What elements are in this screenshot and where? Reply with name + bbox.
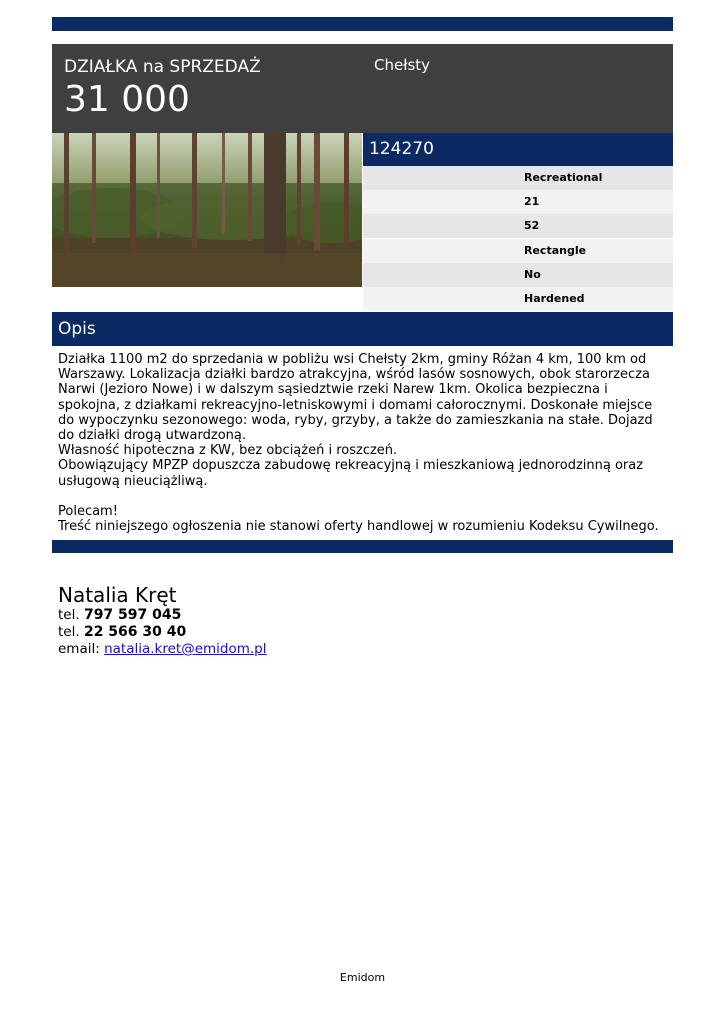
property-value: Hardened bbox=[524, 292, 585, 305]
listing-price: 31 000 bbox=[64, 79, 190, 120]
listing-id: 124270 bbox=[363, 133, 673, 166]
top-accent-bar bbox=[52, 17, 673, 31]
phone-line-1 bbox=[58, 607, 267, 624]
bottom-accent-bar bbox=[52, 540, 673, 553]
property-value: Recreational bbox=[524, 171, 603, 184]
property-row bbox=[363, 166, 673, 190]
description-heading: Opis bbox=[52, 312, 673, 346]
footer-company: Emidom bbox=[339, 971, 386, 984]
listing-header bbox=[52, 44, 673, 133]
tel-label: tel. bbox=[58, 624, 80, 640]
property-row bbox=[363, 190, 673, 214]
phone-number[interactable]: 22 566 30 40 bbox=[83, 624, 187, 640]
listing-type: DZIAŁKA na SPRZEDAŻ bbox=[64, 57, 261, 77]
property-value: Rectangle bbox=[524, 244, 587, 257]
property-photo bbox=[52, 133, 362, 287]
property-row bbox=[363, 239, 673, 263]
property-value: 21 bbox=[524, 195, 540, 208]
description-text: Działka 1100 m2 do sprzedania w pobliżu wsi Chełsty 2km, gminy Różan 4 km, 100 km od Warszawy. Lokalizacja działki bardzo atrakcyjna, wśród lasów sosnowych, obok starorzecza Narwi (Jezioro Nowe) i w dalszym sąsiedztwie rzeki Narew 1km. Okolica bezpieczna i spokojna, z działkami rekreacyjno-letniskowymi i domami całorocznymi. Doskonałe miejsce do wypoczynku sezonowego: woda, ryby, grzyby, a także do zamieszkania na stałe. Dojazd do działki drogą utwardzoną. Własność hipoteczna z KW, bez obciążeń i roszczeń. Obowiązujący MPZP dopuszcza zabudowę rekreacyjną i mieszkaniową jednorodzinną oraz usługową nieuciążliwą. Polecam! Treść niniejszego ogłoszenia nie stanowi oferty handlowej w rozumieniu Kodeksu Cywilnego. bbox=[58, 352, 659, 535]
phone-line-2 bbox=[58, 624, 267, 641]
property-row bbox=[363, 214, 673, 238]
property-value: 52 bbox=[524, 219, 540, 232]
email-link[interactable]: natalia.kret@emidom.pl bbox=[104, 641, 267, 657]
email-label: email: bbox=[58, 641, 100, 657]
tel-label: tel. bbox=[58, 607, 80, 623]
agent-contact bbox=[58, 583, 267, 658]
email-line bbox=[58, 641, 267, 658]
forest-image bbox=[52, 133, 362, 287]
property-value: No bbox=[524, 268, 541, 281]
property-row bbox=[363, 287, 673, 311]
listing-city: Chełsty bbox=[374, 56, 431, 74]
phone-number[interactable]: 797 597 045 bbox=[83, 607, 182, 623]
agent-name: Natalia Kręt bbox=[58, 583, 177, 607]
property-row bbox=[363, 263, 673, 287]
